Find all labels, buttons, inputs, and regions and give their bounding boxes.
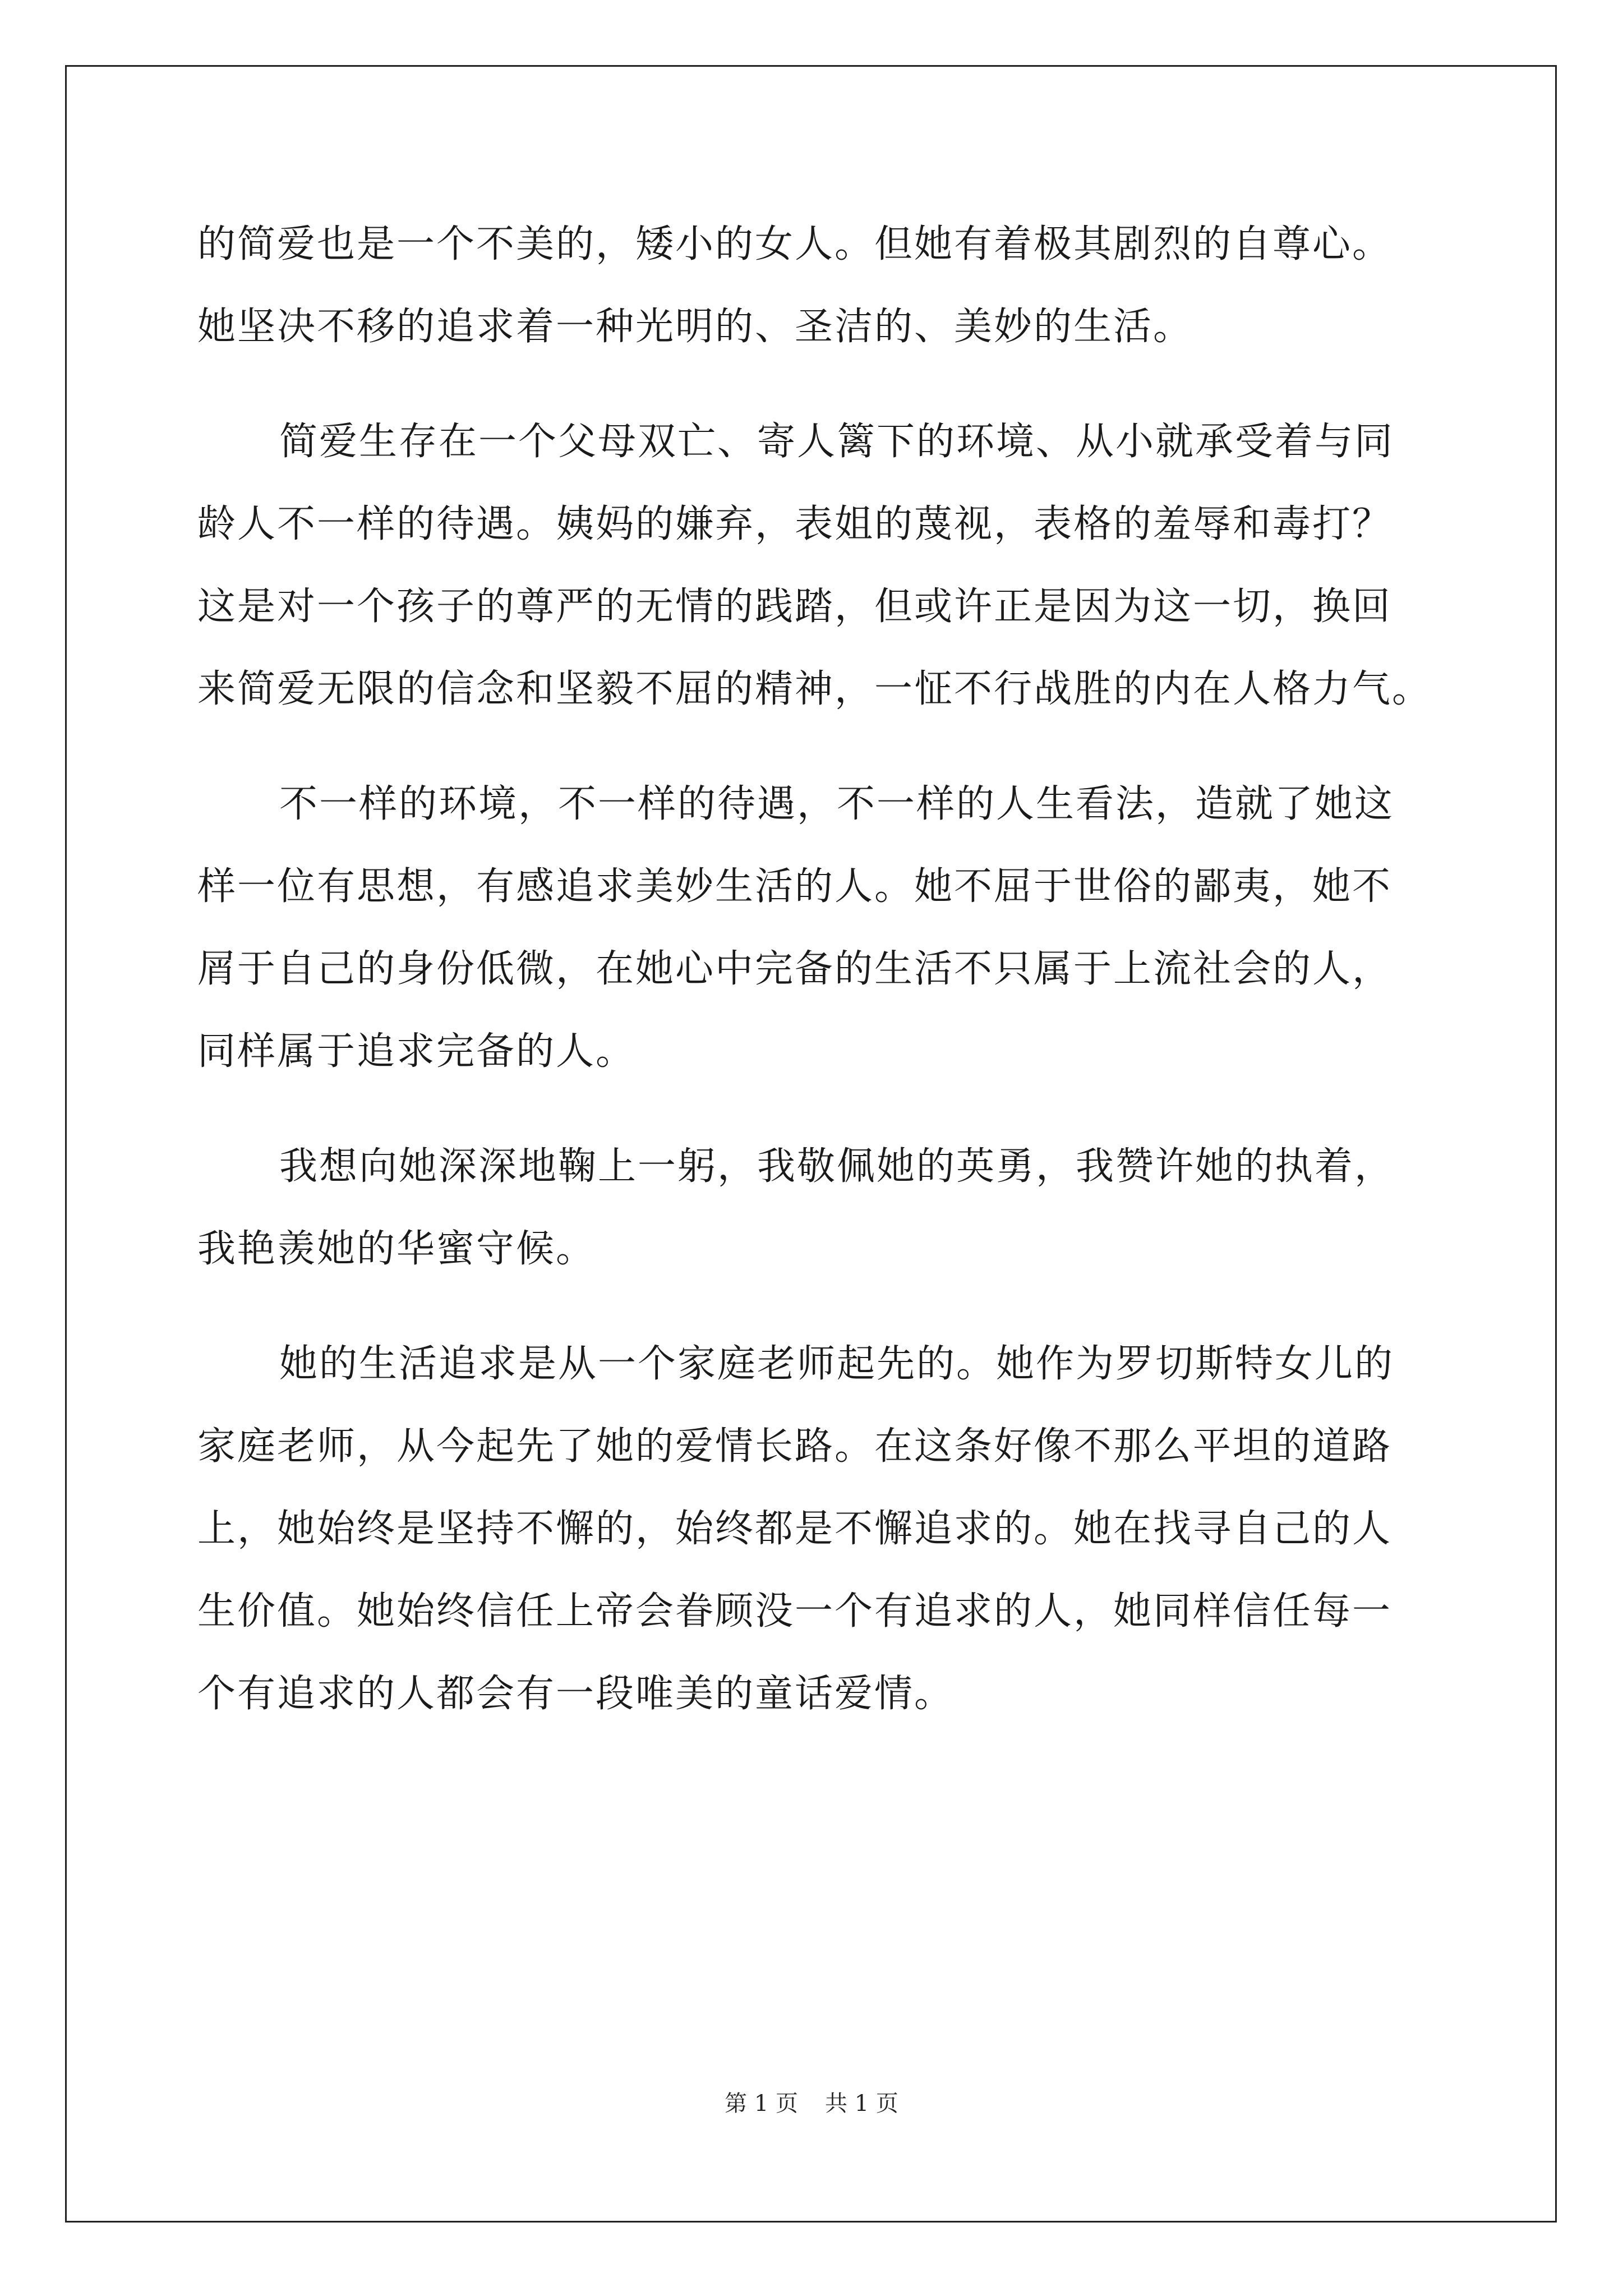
text-line: 生价值。她始终信任上帝会眷顾没一个有追求的人，她同样信任每一 bbox=[197, 1589, 1393, 1634]
text-line: 的简爱也是一个不美的，矮小的女人。但她有着极其剧烈的自尊心。 bbox=[197, 222, 1393, 266]
text-line: 个有追求的人都会有一段唯美的童话爱情。 bbox=[197, 1672, 955, 1716]
text-line: 我想向她深深地鞠上一躬，我敬佩她的英勇，我赞许她的执着， bbox=[279, 1144, 1395, 1189]
page-number: 第 1 页 bbox=[725, 2091, 798, 2116]
text-line: 简爱生存在一个父母双亡、寄人篱下的环境、从小就承受着与同 bbox=[279, 420, 1395, 464]
paragraph-4 bbox=[197, 1125, 1465, 1290]
text-line: 这是对一个孩子的尊严的无情的践踏，但或许正是因为这一切，换回 bbox=[197, 585, 1393, 629]
page-total: 共 1 页 bbox=[825, 2091, 898, 2116]
text-line: 同样属于追求完备的人。 bbox=[197, 1029, 636, 1074]
paragraph-2 bbox=[197, 401, 1465, 730]
page-footer bbox=[0, 2086, 1623, 2118]
text-line: 龄人不一样的待遇。姨妈的嫌弃，表姐的蔑视，表格的羞辱和毒打？ bbox=[197, 502, 1393, 546]
text-line: 不一样的环境，不一样的待遇，不一样的人生看法，造就了她这 bbox=[279, 782, 1395, 826]
text-line: 样一位有思想，有感追求美妙生活的人。她不屈于世俗的鄙夷，她不 bbox=[197, 864, 1393, 909]
paragraph-3 bbox=[197, 763, 1465, 1093]
paragraph-1 bbox=[197, 203, 1465, 368]
paragraph-5 bbox=[197, 1323, 1465, 1735]
text-line: 屑于自己的身份低微，在她心中完备的生活不只属于上流社会的人， bbox=[197, 947, 1393, 991]
text-line: 她的生活追求是从一个家庭老师起先的。她作为罗切斯特女儿的 bbox=[279, 1342, 1395, 1386]
document-body bbox=[197, 203, 1465, 1768]
text-line: 我艳羡她的华蜜守候。 bbox=[197, 1227, 596, 1271]
text-line: 来简爱无限的信念和坚毅不屈的精神，一怔不行战胜的内在人格力气。 bbox=[197, 667, 1432, 711]
text-line: 她坚决不移的追求着一种光明的、圣洁的、美妙的生活。 bbox=[197, 305, 1193, 349]
text-line: 上，她始终是坚持不懈的，始终都是不懈追求的。她在找寻自己的人 bbox=[197, 1507, 1393, 1551]
text-line: 家庭老师，从今起先了她的爱情长路。在这条好像不那么平坦的道路 bbox=[197, 1424, 1393, 1469]
